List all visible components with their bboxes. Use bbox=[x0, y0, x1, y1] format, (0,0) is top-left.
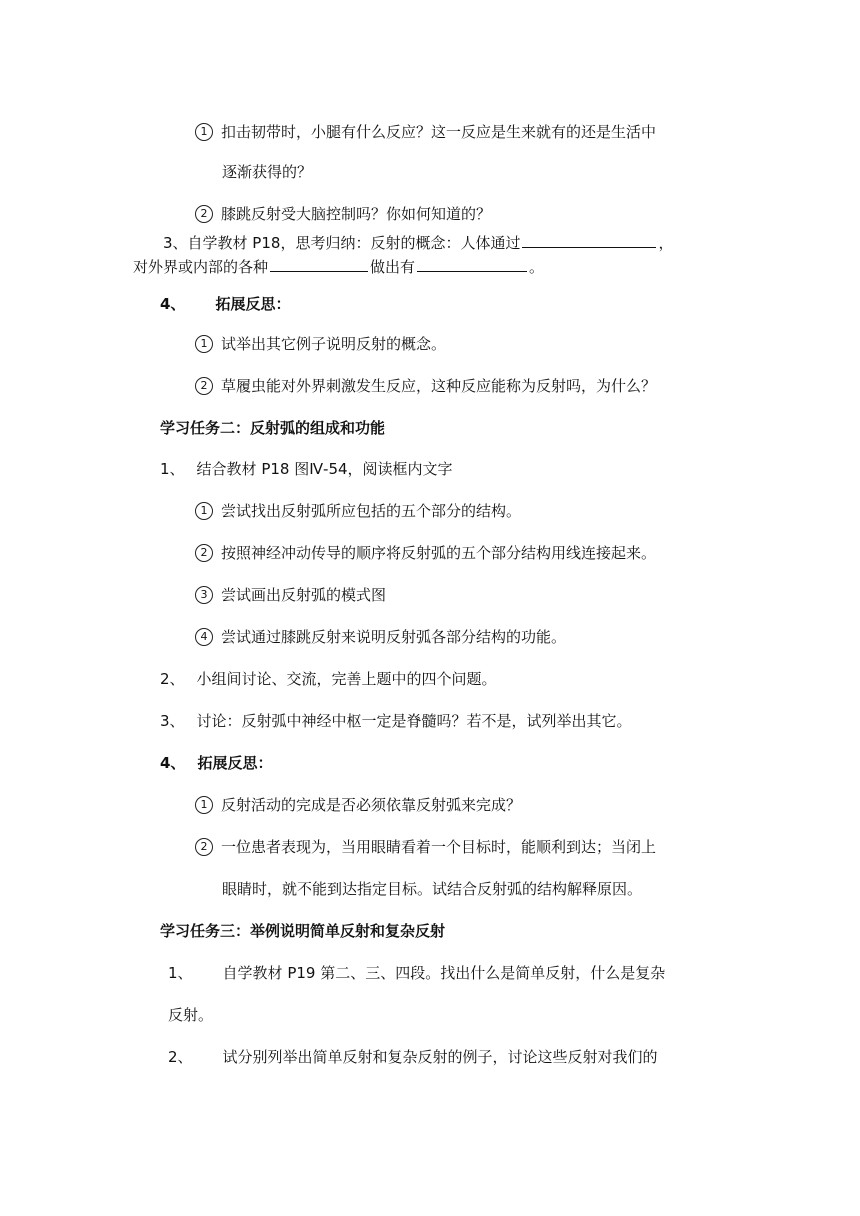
fill-in-text: 做出有 bbox=[370, 258, 416, 276]
circled-number: 3 bbox=[195, 586, 213, 604]
sub-item bbox=[195, 627, 566, 647]
question-item bbox=[195, 122, 656, 142]
task-heading: 学习任务三：举例说明简单反射和复杂反射 bbox=[160, 922, 446, 940]
task-item bbox=[160, 753, 272, 773]
fill-in-line bbox=[163, 231, 673, 253]
sub-item bbox=[195, 795, 521, 815]
sub-item bbox=[195, 543, 656, 563]
task-number: 2、 bbox=[168, 1048, 193, 1066]
sub-item-text: 按照神经冲动传导的顺序将反射弧的五个部分结构用线连接起来。 bbox=[221, 544, 657, 562]
task-continuation: 反射。 bbox=[168, 1006, 214, 1024]
sub-item-text: 尝试画出反射弧的模式图 bbox=[221, 586, 387, 604]
sub-item-text: 尝试通过膝跳反射来说明反射弧各部分结构的功能。 bbox=[221, 628, 567, 646]
task-text: 结合教材 P18 图Ⅳ-54，阅读框内文字 bbox=[196, 460, 453, 478]
task-item bbox=[160, 711, 632, 731]
question-text: 膝跳反射受大脑控制吗？你如何知道的？ bbox=[221, 205, 492, 223]
sub-item bbox=[195, 585, 386, 605]
answer-blank[interactable] bbox=[270, 255, 368, 272]
reflection-item bbox=[195, 376, 656, 396]
sub-item bbox=[195, 501, 521, 521]
answer-blank[interactable] bbox=[522, 231, 656, 248]
sub-item-text: 反射活动的完成是否必须依靠反射弧来完成？ bbox=[221, 796, 522, 814]
question-item bbox=[195, 204, 491, 224]
section-heading bbox=[160, 294, 290, 314]
task-item bbox=[168, 963, 665, 983]
sub-item bbox=[195, 837, 656, 857]
circled-number: 2 bbox=[195, 377, 213, 395]
task-item bbox=[160, 459, 453, 479]
sub-item-text: 尝试找出反射弧所应包括的五个部分的结构。 bbox=[221, 502, 522, 520]
question-text: 扣击韧带时，小腿有什么反应？这一反应是生来就有的还是生活中 bbox=[221, 123, 657, 141]
reflection-text: 草履虫能对外界刺激发生反应，这种反应能称为反射吗，为什么？ bbox=[221, 377, 657, 395]
reflection-text: 试举出其它例子说明反射的概念。 bbox=[221, 335, 447, 353]
reflection-item bbox=[195, 334, 446, 354]
fill-in-line bbox=[133, 255, 544, 277]
circled-number: 1 bbox=[195, 796, 213, 814]
circled-number: 2 bbox=[195, 838, 213, 856]
circled-number: 1 bbox=[195, 123, 213, 141]
fill-in-text: 对外界或内部的各种 bbox=[133, 258, 269, 276]
sub-item-text: 一位患者表现为，当用眼睛看着一个目标时，能顺利到达；当闭上 bbox=[221, 838, 657, 856]
task-number: 2、 bbox=[160, 670, 185, 688]
section-title: 拓展反思： bbox=[215, 295, 291, 313]
fill-in-text: 。 bbox=[529, 258, 545, 276]
task-heading: 学习任务二：反射弧的组成和功能 bbox=[160, 419, 386, 437]
task-number: 4、 bbox=[160, 754, 186, 772]
circled-number: 4 bbox=[195, 628, 213, 646]
task-number: 1、 bbox=[160, 460, 185, 478]
question-continuation: 逐渐获得的？ bbox=[222, 163, 313, 181]
circled-number: 1 bbox=[195, 335, 213, 353]
task-text: 讨论：反射弧中神经中枢一定是脊髓吗？若不是，试列举出其它。 bbox=[196, 712, 632, 730]
circled-number: 1 bbox=[195, 502, 213, 520]
circled-number: 2 bbox=[195, 205, 213, 223]
task-item bbox=[160, 669, 497, 689]
circled-number: 2 bbox=[195, 544, 213, 562]
task-item bbox=[168, 1047, 658, 1067]
sub-item-continuation: 眼睛时，就不能到达指定目标。试结合反射弧的结构解释原因。 bbox=[222, 880, 643, 898]
section-number: 4、 bbox=[160, 295, 186, 313]
task-number: 1、 bbox=[168, 964, 193, 982]
answer-blank[interactable] bbox=[417, 255, 527, 272]
task-text: 小组间讨论、交流，完善上题中的四个问题。 bbox=[196, 670, 497, 688]
task-text: 拓展反思： bbox=[197, 754, 273, 772]
fill-in-text: 3、自学教材 P18，思考归纳：反射的概念：人体通过 bbox=[163, 234, 521, 252]
task-text: 自学教材 P19 第二、三、四段。找出什么是简单反射，什么是复杂 bbox=[222, 964, 666, 982]
task-number: 3、 bbox=[160, 712, 185, 730]
task-text: 试分别列举出简单反射和复杂反射的例子，讨论这些反射对我们的 bbox=[222, 1048, 658, 1066]
fill-in-text: ， bbox=[658, 234, 674, 252]
